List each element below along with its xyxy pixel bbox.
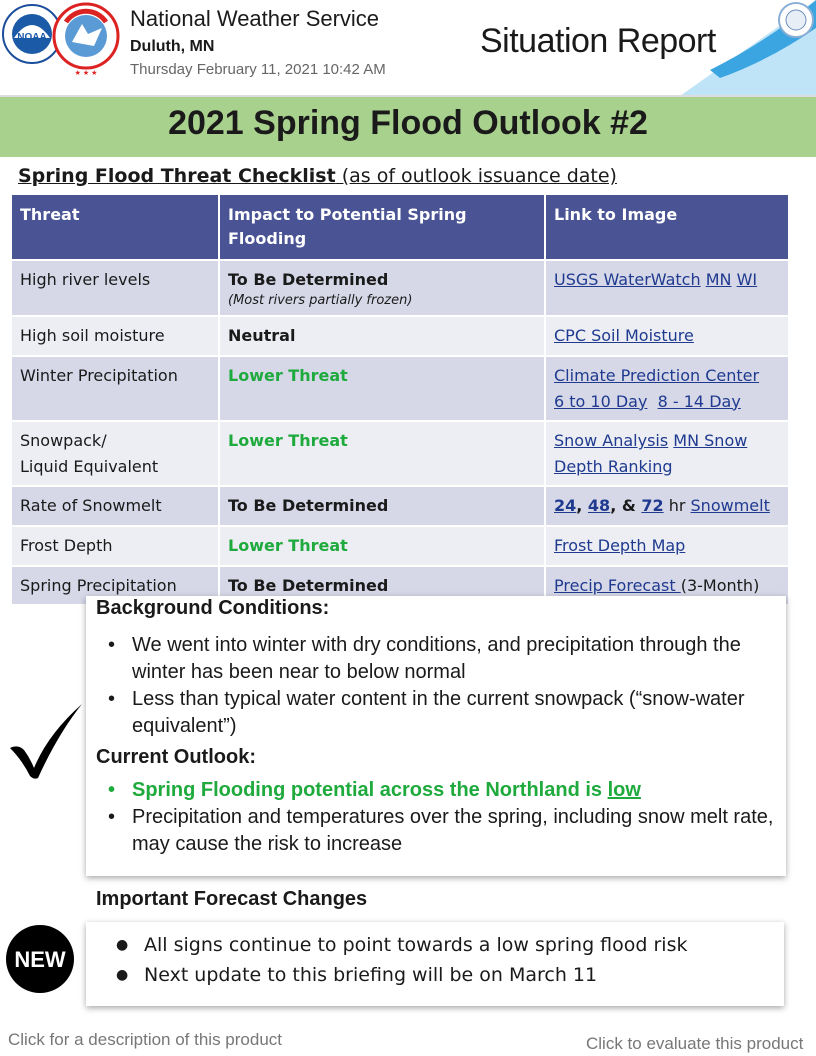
checklist-heading xyxy=(18,165,617,187)
svg-text:NEW: NEW xyxy=(14,947,66,972)
list-item: • Precipitation and temperatures over the spring, including snow melt rate, may cause the risk to increase xyxy=(96,804,776,858)
threat-cell: High soil moisture xyxy=(11,316,219,356)
table-row xyxy=(11,486,789,526)
snow-analysis-link[interactable]: Snow Analysis xyxy=(554,431,669,451)
low-risk-link[interactable]: low xyxy=(607,779,641,801)
waterwatch-wi-link[interactable]: WI xyxy=(736,270,758,289)
link-cell xyxy=(545,421,789,486)
eight-to-fourteen-day-link[interactable]: 8 - 14 Day xyxy=(657,391,741,411)
mn-snow-depth-ranking-link[interactable]: MN Snow Depth Ranking xyxy=(554,431,748,476)
impact-value: To Be Determined xyxy=(228,270,389,289)
list-item: ● Next update to this briefing will be on March 11 xyxy=(110,960,770,990)
impact-cell: To Be Determined xyxy=(219,486,545,526)
impact-cell: Lower Threat xyxy=(219,356,545,421)
col-header-link: Link to Image xyxy=(545,194,789,260)
list-item: • Less than typical water content in the current snowpack (“snow-water equivalent”) xyxy=(96,686,776,740)
cpc-soil-moisture-link[interactable]: CPC Soil Moisture xyxy=(554,326,694,346)
impact-note: (Most rivers partially frozen) xyxy=(228,292,413,308)
threat-cell: Spring Precipitation xyxy=(11,566,219,606)
snowmelt-48hr-link[interactable]: 48 xyxy=(587,496,611,516)
report-title: Situation Report xyxy=(480,22,716,60)
threat-cell: High river levels xyxy=(11,260,219,316)
product-description-link[interactable]: Click for a description of this product xyxy=(8,1030,283,1049)
link-separator: , xyxy=(576,496,588,516)
link-cell xyxy=(545,260,789,316)
forecast-changes-list xyxy=(110,930,770,990)
table-row xyxy=(11,356,789,421)
current-outlook-list xyxy=(96,777,776,858)
svg-text:NOAA: NOAA xyxy=(17,32,47,43)
threat-cell: Frost Depth xyxy=(11,526,219,566)
outlook-text: Spring Flooding potential across the Northland is xyxy=(132,779,608,801)
list-item xyxy=(96,777,776,804)
link-cell xyxy=(545,356,789,421)
link-separator: , & xyxy=(610,496,642,516)
svg-text:★ ★ ★: ★ ★ ★ xyxy=(74,70,98,77)
usgs-waterwatch-link[interactable]: USGS WaterWatch xyxy=(554,270,701,289)
org-name: National Weather Service xyxy=(130,6,380,31)
col-header-impact: Impact to Potential Spring Flooding xyxy=(219,194,545,260)
impact-cell: Lower Threat xyxy=(219,526,545,566)
col-header-threat: Threat xyxy=(11,194,219,260)
snowmelt-24hr-link[interactable]: 24 xyxy=(554,496,577,516)
table-row xyxy=(11,316,789,356)
checkmark-icon xyxy=(8,700,84,780)
six-to-ten-day-link[interactable]: 6 to 10 Day xyxy=(554,391,648,411)
noaa-nws-logos[interactable] xyxy=(2,2,122,82)
snowmelt-72hr-link[interactable]: 72 xyxy=(641,496,664,516)
table-row xyxy=(11,260,789,316)
impact-cell: Lower Threat xyxy=(219,421,545,486)
table-row xyxy=(11,421,789,486)
impact-cell: To Be Determined xyxy=(219,566,545,606)
background-list xyxy=(96,632,776,740)
link-suffix: (3-Month) xyxy=(680,575,760,595)
cpc-link[interactable]: Climate Prediction Center xyxy=(554,366,760,386)
threat-line-1: Snowpack/ xyxy=(20,431,107,451)
threat-cell: Winter Precipitation xyxy=(11,356,219,421)
checklist-heading-suffix: (as of outlook issuance date) xyxy=(335,165,617,187)
impact-cell: Neutral xyxy=(219,316,545,356)
office-name: Duluth, MN xyxy=(130,38,215,55)
list-item: ● All signs continue to point towards a low spring flood risk xyxy=(110,930,770,960)
precip-forecast-link[interactable]: Precip Forecast xyxy=(554,575,681,595)
threat-table xyxy=(10,193,790,606)
threat-line-2: Liquid Equivalent xyxy=(20,456,159,476)
threat-cell xyxy=(11,421,219,486)
table-header-row xyxy=(11,194,789,260)
evaluate-product-link[interactable]: Click to evaluate this product xyxy=(586,1034,804,1053)
link-cell xyxy=(545,316,789,356)
impact-cell xyxy=(219,260,545,316)
threat-cell: Rate of Snowmelt xyxy=(11,486,219,526)
waterwatch-mn-link[interactable]: MN xyxy=(705,270,732,289)
main-title: 2021 Spring Flood Outlook #2 xyxy=(168,104,648,142)
new-badge-icon xyxy=(4,923,76,995)
table-row xyxy=(11,526,789,566)
forecast-changes-title: Important Forecast Changes xyxy=(96,888,368,910)
snowmelt-link[interactable]: Snowmelt xyxy=(690,496,770,516)
checklist-heading-main: Spring Flood Threat Checklist xyxy=(18,165,336,187)
current-outlook-title: Current Outlook: xyxy=(96,746,256,768)
link-cell xyxy=(545,486,789,526)
background-title: Background Conditions: xyxy=(96,597,330,619)
list-item: • We went into winter with dry conditions, and precipitation through the winter has been near to below normal xyxy=(96,632,776,686)
link-cell xyxy=(545,526,789,566)
issue-datetime: Thursday February 11, 2021 10:42 AM xyxy=(130,61,386,78)
link-mid-text: hr xyxy=(663,496,691,516)
frost-depth-map-link[interactable]: Frost Depth Map xyxy=(554,536,686,556)
